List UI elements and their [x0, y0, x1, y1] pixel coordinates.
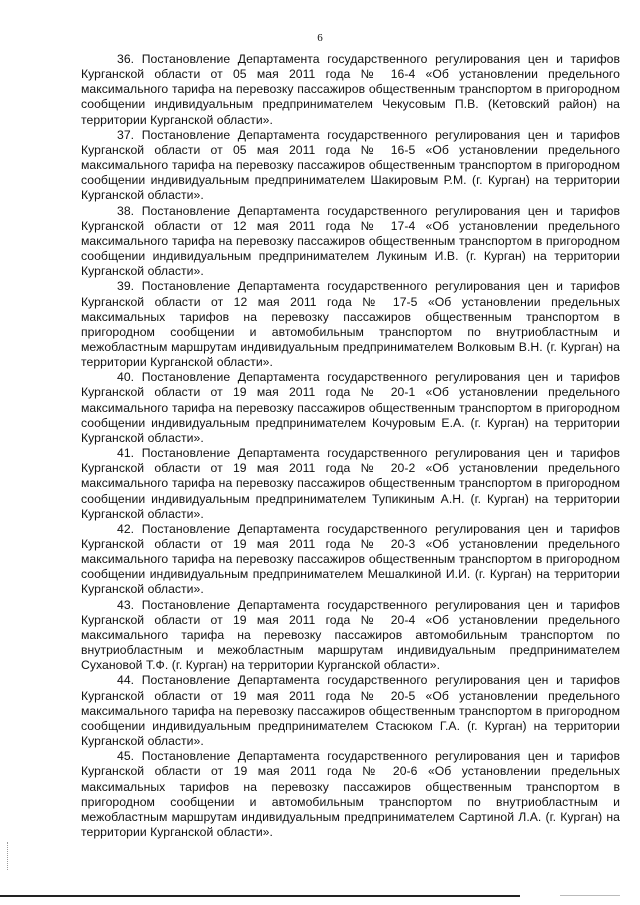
page-number: 6 — [317, 32, 323, 44]
list-item-36: 36. Постановление Департамента государственного регулирования цен и тарифов Курганской области от 05 мая 2011 года № 16-4 «Об установлении предельного максимального тарифа на перевозку пассажиров общественным транспортом в пригородном сообщении индивидуальным предпринимателем Чекусовым П.В. (Кетовский район) на территории Курганской области». — [81, 52, 620, 127]
list-item-41: 41. Постановление Департамента государственного регулирования цен и тарифов Курганской области от 19 мая 2011 года № 20-2 «Об установлении предельного максимального тарифа на перевозку пассажиров общественным транспортом в пригородном сообщении индивидуальным предпринимателем Тупикиным А.Н. (г. Курган) на территории Курганской области». — [81, 446, 620, 521]
list-item-45: 45. Постановление Департамента государственного регулирования цен и тарифов Курганской области от 19 мая 2011 года № 20-6 «Об установлении предельных максимальных тарифов на перевозку пассажиров общественным транспортом в пригородном сообщении и автомобильным транспортом по внутриобластным и межобластным маршрутам индивидуальным предпринимателем Сартиной Л.А. (г. Курган) на территории Курганской области». — [81, 749, 620, 839]
list-item-38: 38. Постановление Департамента государственного регулирования цен и тарифов Курганской области от 12 мая 2011 года № 17-4 «Об установлении предельного максимального тарифа на перевозку пассажиров общественным транспортом в пригородном сообщении индивидуальным предпринимателем Лукиным И.В. (г. Курган) на территории Курганской области». — [81, 203, 620, 279]
scan-bottom-edge — [0, 895, 520, 897]
scan-bottom-edge-faint — [560, 895, 620, 896]
list-item-39: 39. Постановление Департамента государственного регулирования цен и тарифов Курганской области от 12 мая 2011 года № 17-5 «Об установлении предельных максимальных тарифов на перевозку пассажиров общественным транспортом в пригородном сообщении и автомобильным транспортом по внутриобластным и межобластным маршрутам индивидуальным предпринимателем Волковым В.Н. (г. Курган) на территории Курганской области». — [81, 279, 620, 370]
list-item-42: 42. Постановление Департамента государственного регулирования цен и тарифов Курганской области от 19 мая 2011 года № 20-3 «Об установлении предельного максимального тарифа на перевозку пассажиров общественным транспортом в пригородном сообщении индивидуальным предпринимателем Мешалкиной И.И. (г. Курган) на территории Курганской области». — [81, 521, 620, 597]
list-item-37: 37. Постановление Департамента государственного регулирования цен и тарифов Курганской области от 05 мая 2011 года № 16-5 «Об установлении предельного максимального тарифа на перевозку пассажиров общественным транспортом в пригородном сообщении индивидуальным предпринимателем Шакировым Р.М. (г. Курган) на территории Курганской области». — [81, 127, 620, 203]
list-item-44: 44. Постановление Департамента государственного регулирования цен и тарифов Курганской области от 19 мая 2011 года № 20-5 «Об установлении предельного максимального тарифа на перевозку пассажиров общественным транспортом в пригородном сообщении индивидуальным предпринимателем Стасюком Г.А. (г. Курган) на территории Курганской области». — [81, 673, 620, 749]
list-item-43: 43. Постановление Департамента государственного регулирования цен и тарифов Курганской области от 19 мая 2011 года № 20-4 «Об установлении предельного максимального тарифа на перевозку пассажиров автомобильным транспортом по внутриобластным и межобластным маршрутам индивидуальным предпринимателем Сухановой Т.Ф. (г. Курган) на территории Курганской области». — [81, 597, 620, 673]
scan-edge-marks — [7, 842, 9, 870]
document-body — [81, 52, 620, 840]
list-item-40: 40. Постановление Департамента государственного регулирования цен и тарифов Курганской области от 19 мая 2011 года № 20-1 «Об установлении предельного максимального тарифа на перевозку пассажиров общественным транспортом в пригородном сообщении индивидуальным предпринимателем Кочуровым Е.А. (г. Курган) на территории Курганской области». — [81, 370, 620, 445]
